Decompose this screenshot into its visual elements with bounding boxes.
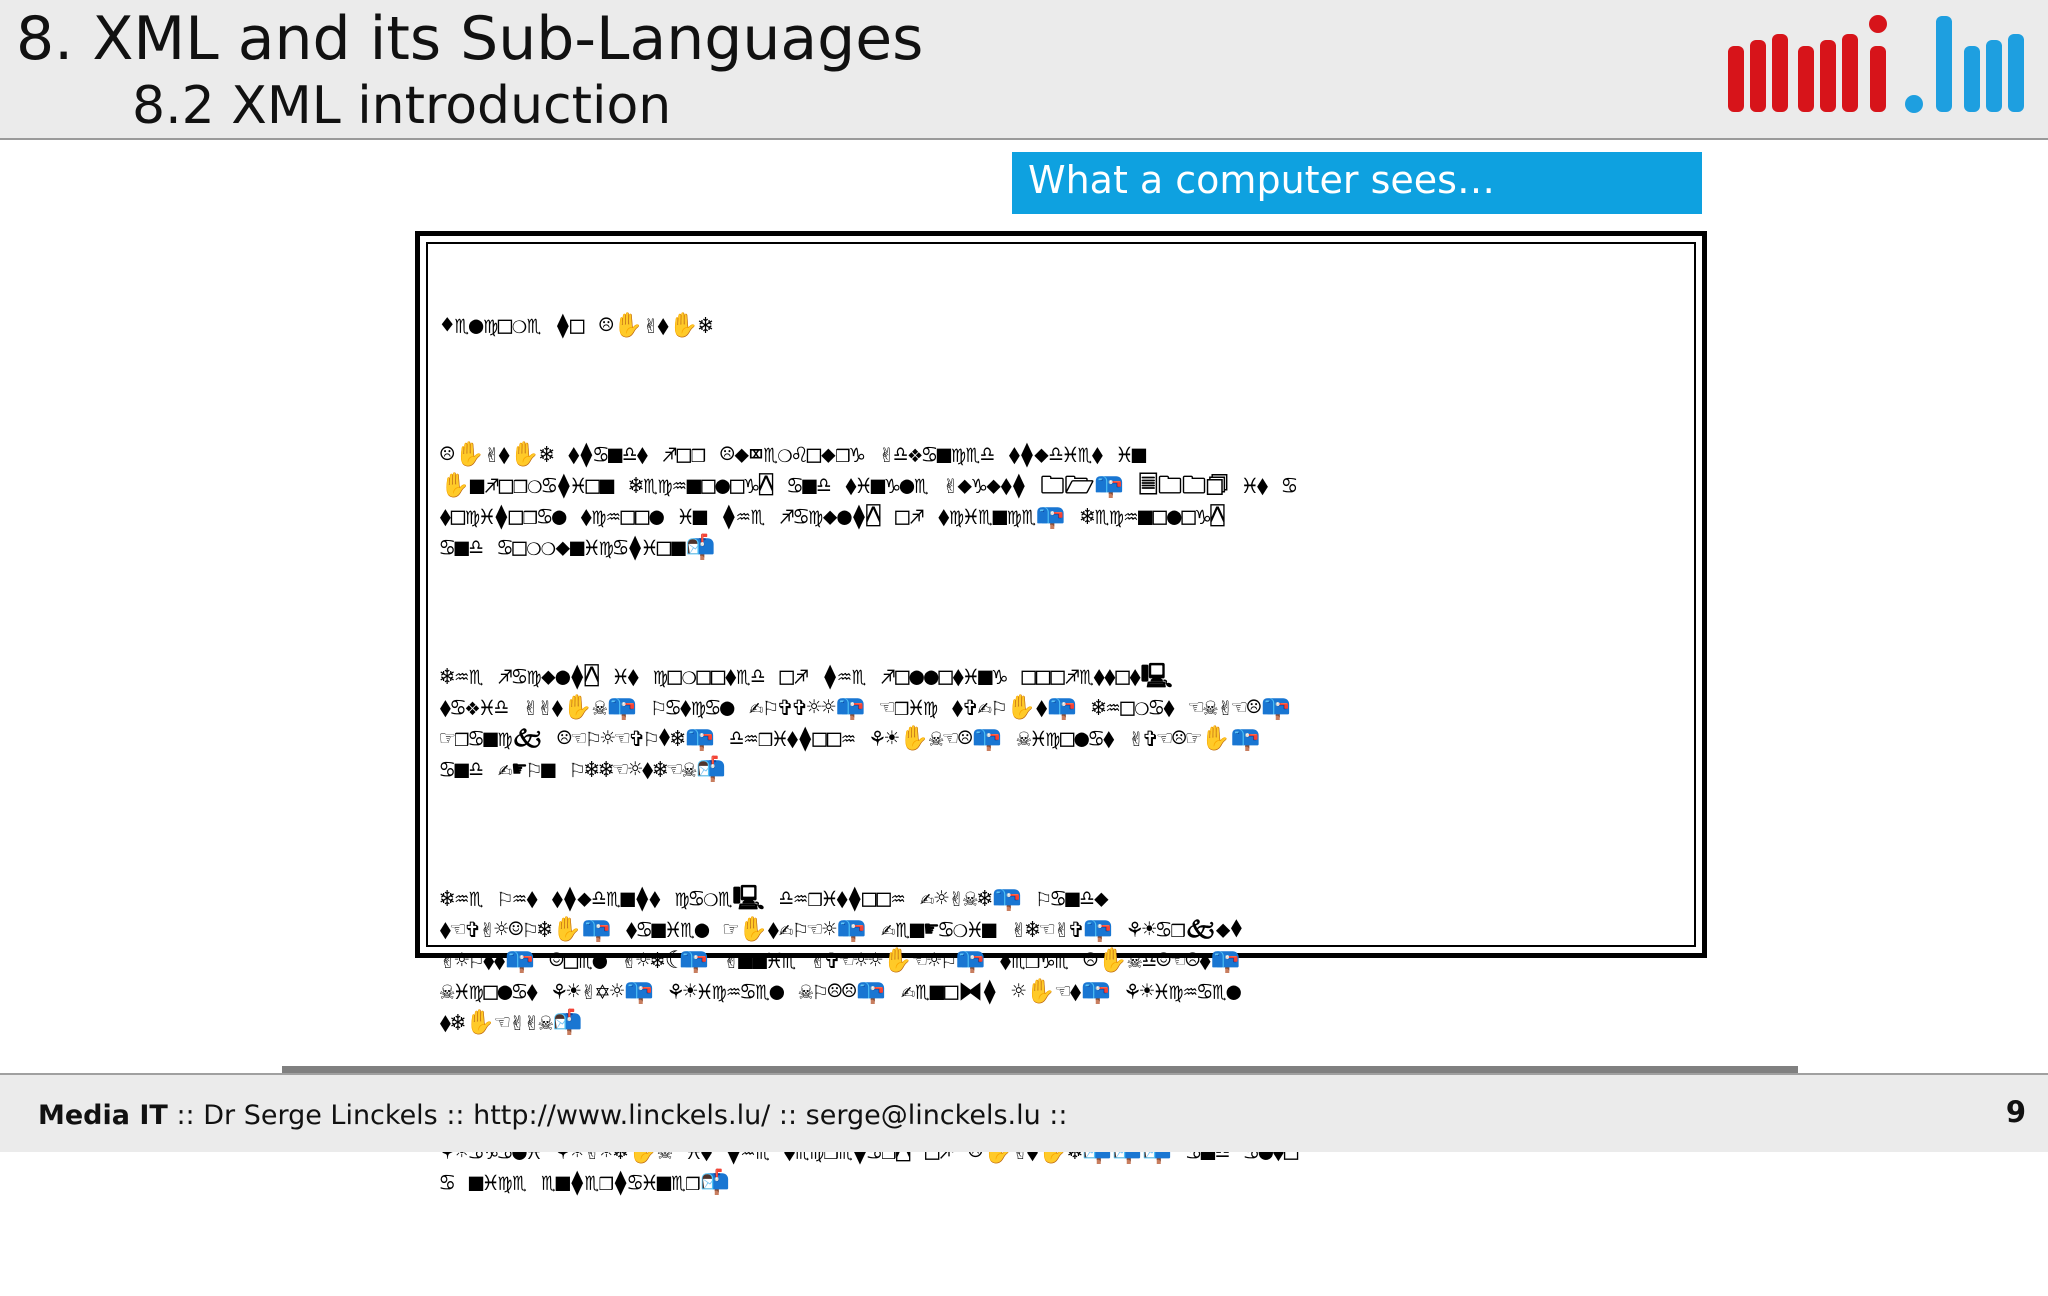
- slide-footer: [0, 1073, 2048, 1152]
- symbol-paragraph: ☹✋✌⬧✋❄ ⬧⧫♋■♎⬧ ♐□❒ ☹◆⌧♏❍♌□◆❒♑ ✌♎❖♋■♍♏♎ ⬧⧫◆♎♓♏⬧ ♓■ ✋■♐□❒❍♋⧫♓□■ ❄♏♍♒■□●□♑⍓ ♋■♎ ⬧♓■♑●♏ ✌◆♑◆⬧⧫ 🗀🗁📪 🗏🗀🗀🗇 ♓⬧ ♋ ⬧□♍♓⧫□❒♋● ⬧♍♒□□● ♓■ ⧫♒♏ ♐♋♍◆●⧫⍓ □♐ ⬧♍♓♏■♍♏📪 ❄♏♍♒■□●□♑⍓ ♋■♎ ♋□❍❍◆■♓♍♋⧫♓□■📬: [440, 440, 1297, 561]
- what-computer-sees-badge: What a computer sees…: [1012, 152, 1702, 214]
- symbol-paragraph: ❄♒♏ ♐♋♍◆●⧫⍓ ♓⬧ ♍□❍□□⬧♏♎ □♐ ⧫♒♏ ♐□●●□⬧♓■♑ □□□♐♏⬧⬧□⬧🖳 ⬧♋❖♓♎ ✌✌⬧✋☠📪 ⚐♋⬧♍♋● ✍⚐✞✞☼☼📪 ☜❒♓♍ ⬧✞✍⚐✋⬧📪 ❄♒□❍♋⬧ ☜☠✌☜☹📪 ☞❒♋■♍🙵 ☹☜⚐☼☜✞⚐⬧❄📪 ♎♒❒♓⬧⧫□□♒ ⚘☀✋☠☜☹📪 ☠♓♍□●♋⬧ ✌✞☜☹☞✋📪 ♋■♎ ✍☛⚐■ ⚐❄❄☜☼⬧❄☜☠📬: [440, 662, 1291, 783]
- footer-credits: [38, 1100, 1067, 1131]
- slide-title: 8. XML and its Sub-Languages: [16, 4, 924, 74]
- slide-header: [0, 0, 2048, 140]
- uni-lu-logo: [1726, 12, 2036, 124]
- page-number: 9: [2005, 1095, 2026, 1129]
- slide-subtitle: 8.2 XML introduction: [132, 76, 672, 136]
- course-name: Media IT: [38, 1100, 168, 1131]
- author-info: :: Dr Serge Linckels :: http://www.linckels.lu/ :: serge@linckels.lu ::: [167, 1100, 1068, 1131]
- symbol-paragraph: ♦♏●♍□❍♏ ⧫□ ☹✋✌⬧✋❄: [440, 311, 713, 339]
- symbol-paragraph: ❄♒♏ ⚐♒⬧ ⬧⧫◆♎♏■⧫⬧ ♍♋❍♏🖳 ♎♒❒♓⬧⧫□□♒ ✍☼✌☠❄📪 ⚐♋■♎◆ ⬧☜✞✌☼☺⚐❄✋📪 ⬧♋■♓♏● ☞✋⬧✍⚐☜☼📪 ✍♏■☛♋❍♓■ ✌❄☜✌✞📪 ⚘☀♋❒🙵◆⬧ ✌☼⚐⬧⬧📪 ☺□♏● ✌☼❄☾📪 ✌■■♓♏ ✌✞☜☼☼✋☜☼⚐📪 ⬧♏❒♑♏ ☹✋☠♎☺☜☹⬧📪 ☠♓♍□●♋⬧ ⚘☀✌✡☼📪 ⚘☀♓♍♒♋♏● ☠⚐☹☹📪 ✍♏■□⧓⧫ ☼✋☜⬧📪 ⚘☀♓♍♒♋♏● ⬧❄✋☜✌✌☠📬: [440, 884, 1243, 1036]
- symbol-paragraph: ♋ ■♓♍♏ ♏■⧫♏❒⧫♋♓■♏❒📬: [440, 1168, 730, 1196]
